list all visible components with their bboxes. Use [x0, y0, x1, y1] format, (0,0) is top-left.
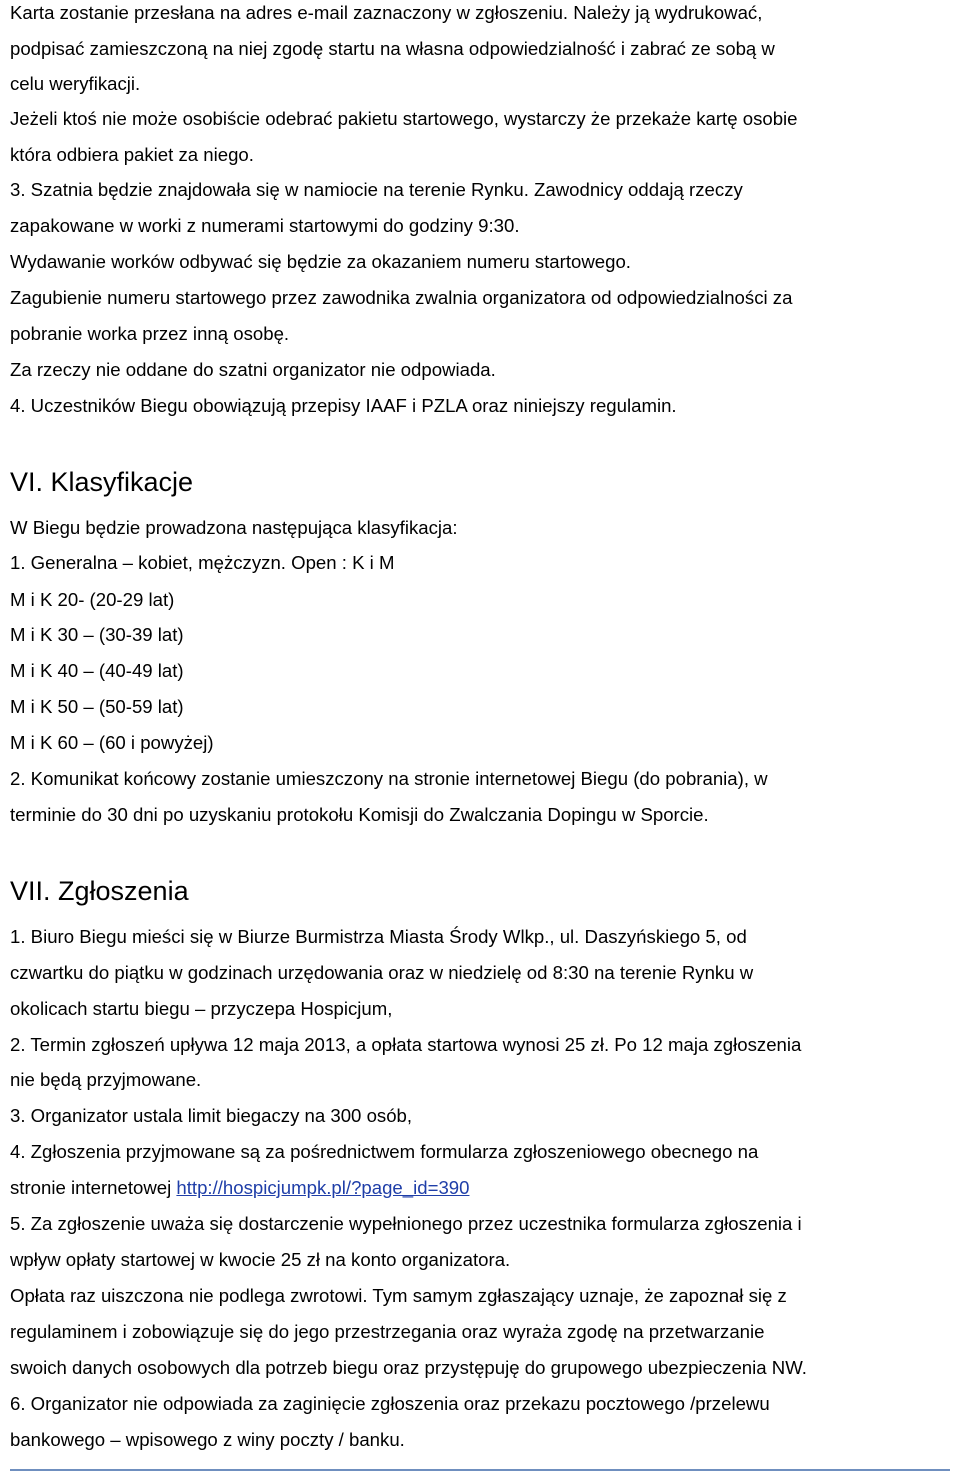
text-line: swoich danych osobowych dla potrzeb biegu oraz przystępuję do grupowego ubezpieczenia NW.: [10, 1357, 807, 1378]
text-line: 4. Uczestników Biegu obowiązują przepisy IAAF i PZLA oraz niniejszy regulamin.: [10, 395, 677, 416]
link-prefix: stronie internetowej: [10, 1177, 177, 1198]
text-line: Karta zostanie przesłana na adres e-mail zaznaczony w zgłoszeniu. Należy ją wydrukować,: [10, 2, 763, 23]
section-heading-klasyfikacje: VI. Klasyfikacje: [10, 467, 194, 497]
text-line: podpisać zamieszczoną na niej zgodę startu na własna odpowiedzialność i zabrać ze sobą w: [10, 38, 775, 59]
text-line: W Biegu będzie prowadzona następująca klasyfikacja:: [10, 517, 458, 538]
text-line: M i K 30 – (30-39 lat): [10, 624, 184, 645]
text-line: 4. Zgłoszenia przyjmowane są za pośrednictwem formularza zgłoszeniowego obecnego na: [10, 1141, 759, 1162]
text-line: 2. Komunikat końcowy zostanie umieszczony na stronie internetowej Biegu (do pobrania), w: [10, 768, 768, 789]
text-line: czwartku do piątku w godzinach urzędowania oraz w niedzielę od 8:30 na terenie Rynku w: [10, 962, 754, 983]
text-line: 6. Organizator nie odpowiada za zaginięcie zgłoszenia oraz przekazu pocztowego /przelewu: [10, 1393, 770, 1414]
text-line: 1. Biuro Biegu mieści się w Biurze Burmistrza Miasta Środy Wlkp., ul. Daszyńskiego 5, od: [10, 926, 747, 947]
text-line: Za rzeczy nie oddane do szatni organizator nie odpowiada.: [10, 359, 496, 380]
text-line: Wydawanie worków odbywać się będzie za okazaniem numeru startowego.: [10, 251, 631, 272]
section-heading-zgloszenia: VII. Zgłoszenia: [10, 876, 189, 906]
text-line: 3. Organizator ustala limit biegaczy na 300 osób,: [10, 1105, 413, 1126]
text-line: Opłata raz uiszczona nie podlega zwrotowi. Tym samym zgłaszający uznaje, że zapoznał się z: [10, 1285, 787, 1306]
text-line: która odbiera pakiet za niego.: [10, 144, 254, 165]
text-line: zapakowane w worki z numerami startowymi do godziny 9:30.: [10, 215, 520, 236]
text-line: okolicach startu biegu – przyczepa Hospicjum,: [10, 998, 393, 1019]
text-line: terminie do 30 dni po uzyskaniu protokołu Komisji do Zwalczania Dopingu w Sporcie.: [10, 804, 709, 825]
text-line: bankowego – wpisowego z winy poczty / banku.: [10, 1429, 405, 1450]
text-line: nie będą przyjmowane.: [10, 1069, 202, 1090]
text-line: M i K 50 – (50-59 lat): [10, 696, 184, 717]
text-line-with-link: [10, 1176, 469, 1200]
text-line: 5. Za zgłoszenie uważa się dostarczenie wypełnionego przez uczestnika formularza zgłoszenia i: [10, 1213, 802, 1234]
text-line: Zagubienie numeru startowego przez zawodnika zwalnia organizatora od odpowiedzialności za: [10, 287, 793, 308]
text-line: 3. Szatnia będzie znajdowała się w namiocie na terenie Rynku. Zawodnicy oddają rzeczy: [10, 179, 743, 200]
text-line: pobranie worka przez inną osobę.: [10, 323, 290, 344]
registration-link[interactable]: http://hospicjumpk.pl/?page_id=390: [176, 1177, 470, 1198]
text-line: M i K 60 – (60 i powyżej): [10, 732, 214, 753]
text-line: 1. Generalna – kobiet, mężczyzn. Open : K i M: [10, 552, 395, 573]
text-line: M i K 40 – (40-49 lat): [10, 660, 184, 681]
text-line: M i K 20- (20-29 lat): [10, 589, 175, 610]
text-line: wpływ opłaty startowej w kwocie 25 zł na konto organizatora.: [10, 1249, 511, 1270]
text-line: 2. Termin zgłoszeń upływa 12 maja 2013, a opłata startowa wynosi 25 zł. Po 12 maja zgłoszenia: [10, 1034, 802, 1055]
text-line: celu weryfikacji.: [10, 73, 141, 94]
footer-divider: [10, 1469, 950, 1471]
text-line: regulaminem i zobowiązuje się do jego przestrzegania oraz wyraża zgodę na przetwarzanie: [10, 1321, 765, 1342]
text-line: Jeżeli ktoś nie może osobiście odebrać pakietu startowego, wystarczy że przekaże kartę osobie: [10, 108, 798, 129]
